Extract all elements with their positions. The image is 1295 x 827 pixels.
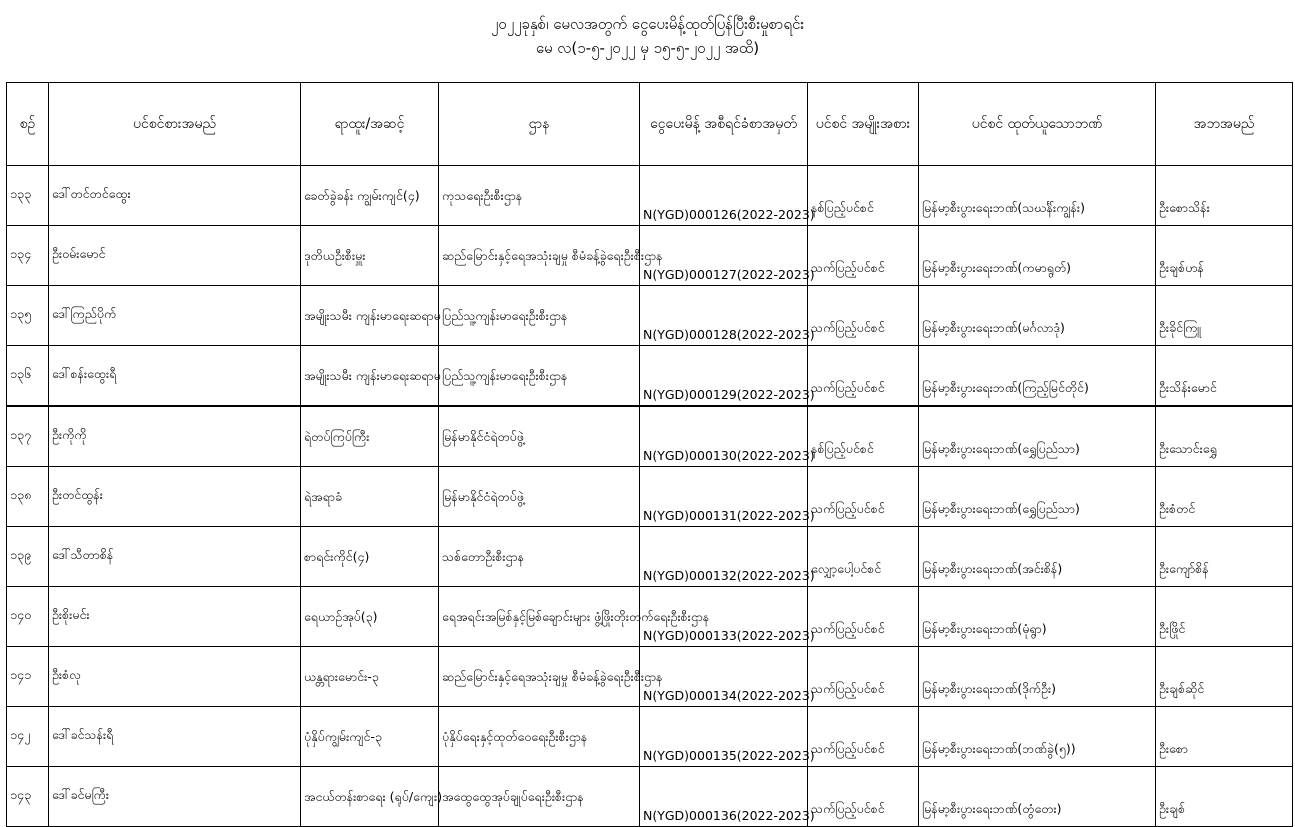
header-pensioner-name: ပင်စင်စားအမည် bbox=[49, 83, 301, 166]
rank-cell: ရေယာဉ်အုပ်(၃) bbox=[301, 587, 439, 647]
table-row bbox=[7, 527, 1293, 587]
bank-cell: မြန်မာ့စီးပွားရေးဘဏ်(မင်္ဂလာဒုံ) bbox=[919, 286, 1156, 346]
department-cell: ပြည်သူ့ကျန်းမာရေးဦးစီးဌာန bbox=[439, 346, 640, 407]
pensioner-name-cell: ဒေါ်ကြည်ပိုက် bbox=[49, 286, 301, 346]
table-row bbox=[7, 226, 1293, 286]
table-row bbox=[7, 166, 1293, 226]
bank-cell: မြန်မာ့စီးပွားရေးဘဏ်(ကြည့်မြင်တိုင်) bbox=[919, 346, 1156, 407]
serial-cell: ၁၃၉ bbox=[7, 527, 49, 587]
header-serial: စဉ် bbox=[7, 83, 49, 166]
father-name-cell: ဦးသိန်းမောင် bbox=[1156, 346, 1293, 407]
rank-cell: အမျိုးသမီး ကျန်းမာရေးဆရာမ bbox=[301, 346, 439, 407]
department-cell: ကုသရေးဦးစီးဌာန bbox=[439, 166, 640, 226]
bank-cell: မြန်မာ့စီးပွားရေးဘဏ်(ဒိုက်ဦး) bbox=[919, 647, 1156, 707]
pension-type-cell: လျှော့ပေါ့ပင်စင် bbox=[808, 527, 919, 587]
rank-cell: အမျိုးသမီး ကျန်းမာရေးဆရာမ bbox=[301, 286, 439, 346]
pension-type-cell: သက်ပြည့်ပင်စင် bbox=[808, 286, 919, 346]
serial-cell: ၁၃၇ bbox=[7, 406, 49, 467]
department-cell: အထွေထွေအုပ်ချုပ်ရေးဦးစီးဌာန bbox=[439, 767, 640, 827]
department-cell: ပုံနှိပ်ရေးနှင့်ထုတ်ဝေရေးဦးစီးဌာန bbox=[439, 707, 640, 767]
bank-cell: မြန်မာ့စီးပွားရေးဘဏ်(မုံရွာ) bbox=[919, 587, 1156, 647]
pension-type-cell: သက်ပြည့်ပင်စင် bbox=[808, 467, 919, 527]
serial-cell: ၁၃၅ bbox=[7, 286, 49, 346]
father-name-cell: ဦးခိုင်ကြူ bbox=[1156, 286, 1293, 346]
pension-type-cell: သက်ပြည့်ပင်စင် bbox=[808, 647, 919, 707]
report-title-line-1: ၂၀၂၂ခုနှစ်၊ မေလအတွက် ငွေပေးမိန့်ထုတ်ပြန်ပြီးစီးမှုစာရင်း bbox=[490, 15, 805, 33]
table-header-row bbox=[7, 83, 1293, 166]
report-number-cell: N(YGD)000131(2022-2023) bbox=[640, 467, 808, 527]
father-name-cell: ဦးဖြိုင် bbox=[1156, 587, 1293, 647]
report-number-cell: N(YGD)000127(2022-2023) bbox=[640, 226, 808, 286]
father-name-cell: ဦးစောသိန်း bbox=[1156, 166, 1293, 226]
bank-cell: မြန်မာ့စီးပွားရေးဘဏ်(တွံတေး) bbox=[919, 767, 1156, 827]
rank-cell: ဒုတိယဦးစီးမှူး bbox=[301, 226, 439, 286]
table-row bbox=[7, 767, 1293, 827]
table-row bbox=[7, 467, 1293, 527]
rank-cell: ရဲအရာခံ bbox=[301, 467, 439, 527]
report-title bbox=[0, 12, 1295, 60]
pension-type-cell: နစ်ပြည့်ပင်စင် bbox=[808, 406, 919, 467]
header-pension-type: ပင်စင် အမျိုးအစား bbox=[808, 83, 919, 166]
serial-cell: ၁၃၈ bbox=[7, 467, 49, 527]
header-bank: ပင်စင် ထုတ်ယူသောဘဏ် bbox=[919, 83, 1156, 166]
father-name-cell: ဦးသောင်းရွှေ bbox=[1156, 406, 1293, 467]
table-row bbox=[7, 346, 1293, 407]
pensioner-name-cell: ဦးစံလု bbox=[49, 647, 301, 707]
report-number-cell: N(YGD)000134(2022-2023) bbox=[640, 647, 808, 707]
department-cell: သစ်တောဦးစီးဌာန bbox=[439, 527, 640, 587]
rank-cell: ရဲတပ်ကြပ်ကြီး bbox=[301, 406, 439, 467]
pension-type-cell: သက်ပြည့်ပင်စင် bbox=[808, 707, 919, 767]
father-name-cell: ဦးချစ်ဆိုင် bbox=[1156, 647, 1293, 707]
pensioner-name-cell: ဦးကိုကို bbox=[49, 406, 301, 467]
table-row bbox=[7, 406, 1293, 467]
pension-type-cell: သက်ပြည့်ပင်စင် bbox=[808, 767, 919, 827]
department-cell: မြန်မာနိုင်ငံရဲတပ်ဖွဲ့ bbox=[439, 467, 640, 527]
pensioner-name-cell: ဦးစိုးမင်း bbox=[49, 587, 301, 647]
rank-cell: ခေတ်ခွဲခန်း ကျွမ်းကျင်(၄) bbox=[301, 166, 439, 226]
pensioner-name-cell: ဦးဝမ်းမောင် bbox=[49, 226, 301, 286]
bank-cell: မြန်မာ့စီးပွားရေးဘဏ်(ရွှေပြည်သာ) bbox=[919, 467, 1156, 527]
pension-table bbox=[6, 82, 1293, 827]
bank-cell: မြန်မာ့စီးပွားရေးဘဏ်(အင်းစိန်) bbox=[919, 527, 1156, 587]
rank-cell: စာရင်းကိုင်(၄) bbox=[301, 527, 439, 587]
rank-cell: ပုံနှိပ်ကျွမ်းကျင်-၃ bbox=[301, 707, 439, 767]
header-department: ဌာန bbox=[439, 83, 640, 166]
bank-cell: မြန်မာ့စီးပွားရေးဘဏ်(ရွှေပြည်သာ) bbox=[919, 406, 1156, 467]
bank-cell: မြန်မာ့စီးပွားရေးဘဏ်(ကမာရွတ်) bbox=[919, 226, 1156, 286]
serial-cell: ၁၄၂ bbox=[7, 707, 49, 767]
table-row bbox=[7, 647, 1293, 707]
report-number-cell: N(YGD)000135(2022-2023) bbox=[640, 707, 808, 767]
father-name-cell: ဦးချစ် bbox=[1156, 767, 1293, 827]
pension-type-cell: သက်ပြည့်ပင်စင် bbox=[808, 587, 919, 647]
header-rank: ရာထူး/အဆင့် bbox=[301, 83, 439, 166]
pensioner-name-cell: ဒေါ်စန်းထွေးရီ bbox=[49, 346, 301, 407]
report-number-cell: N(YGD)000132(2022-2023) bbox=[640, 527, 808, 587]
department-cell: ဆည်မြောင်းနှင့်ရေအသုံးချမှု စီမံခန့်ခွဲရေးဦးစီးဌာန bbox=[439, 647, 640, 707]
bank-cell: မြန်မာ့စီးပွားရေးဘဏ်(ဘဏ်ခွဲ(၅)) bbox=[919, 707, 1156, 767]
serial-cell: ၁၄၀ bbox=[7, 587, 49, 647]
report-number-cell: N(YGD)000129(2022-2023) bbox=[640, 346, 808, 407]
table-row bbox=[7, 707, 1293, 767]
pension-type-cell: နစ်ပြည့်ပင်စင် bbox=[808, 166, 919, 226]
pension-type-cell: သက်ပြည့်ပင်စင် bbox=[808, 346, 919, 407]
department-cell: ပြည်သူ့ကျန်းမာရေးဦးစီးဌာန bbox=[439, 286, 640, 346]
report-number-cell: N(YGD)000128(2022-2023) bbox=[640, 286, 808, 346]
pensioner-name-cell: ဒေါ်သီတာစိန် bbox=[49, 527, 301, 587]
bank-cell: မြန်မာ့စီးပွားရေးဘဏ်(သဃင်္န်းကျွန်း) bbox=[919, 166, 1156, 226]
serial-cell: ၁၄၃ bbox=[7, 767, 49, 827]
table-row bbox=[7, 286, 1293, 346]
pension-type-cell: သက်ပြည့်ပင်စင် bbox=[808, 226, 919, 286]
header-report-no: ငွေပေးမိန့် အစီရင်ခံစာအမှတ် bbox=[640, 83, 808, 166]
serial-cell: ၁၄၁ bbox=[7, 647, 49, 707]
father-name-cell: ဦးကျော်စိန် bbox=[1156, 527, 1293, 587]
father-name-cell: ဦးချစ်ဟန် bbox=[1156, 226, 1293, 286]
father-name-cell: ဦးစံတင် bbox=[1156, 467, 1293, 527]
serial-cell: ၁၃၃ bbox=[7, 166, 49, 226]
department-cell: မြန်မာနိုင်ငံရဲတပ်ဖွဲ့ bbox=[439, 406, 640, 467]
serial-cell: ၁၃၆ bbox=[7, 346, 49, 407]
pensioner-name-cell: ဒေါ်ခင်သန်းရီ bbox=[49, 707, 301, 767]
report-number-cell: N(YGD)000130(2022-2023) bbox=[640, 406, 808, 467]
pensioner-name-cell: ဒေါ်ခင်မကြီး bbox=[49, 767, 301, 827]
report-title-line-2: မေ လ(၁-၅-၂၀၂၂ မှ ၁၅-၅-၂၀၂၂ အထိ) bbox=[535, 39, 760, 57]
pensioner-name-cell: ဒေါ်တင်တင်ထွေး bbox=[49, 166, 301, 226]
report-number-cell: N(YGD)000133(2022-2023) bbox=[640, 587, 808, 647]
rank-cell: ယန္တရားမောင်း-၃ bbox=[301, 647, 439, 707]
pensioner-name-cell: ဦးတင်ထွန်း bbox=[49, 467, 301, 527]
rank-cell: အငယ်တန်းစာရေး (ရုပ်/ကျေး) bbox=[301, 767, 439, 827]
report-number-cell: N(YGD)000136(2022-2023) bbox=[640, 767, 808, 827]
department-cell: ရေအရင်းအမြစ်နှင့်မြစ်ချောင်းများ ဖွံ့ဖြိုးတိုးတက်ရေးဦးစီးဌာန bbox=[439, 587, 640, 647]
serial-cell: ၁၃၄ bbox=[7, 226, 49, 286]
table-row bbox=[7, 587, 1293, 647]
report-number-cell: N(YGD)000126(2022-2023) bbox=[640, 166, 808, 226]
header-father-name: အဘအမည် bbox=[1156, 83, 1293, 166]
father-name-cell: ဦးစော bbox=[1156, 707, 1293, 767]
department-cell: ဆည်မြောင်းနှင့်ရေအသုံးချမှု စီမံခန့်ခွဲရေးဦးစီးဌာန bbox=[439, 226, 640, 286]
